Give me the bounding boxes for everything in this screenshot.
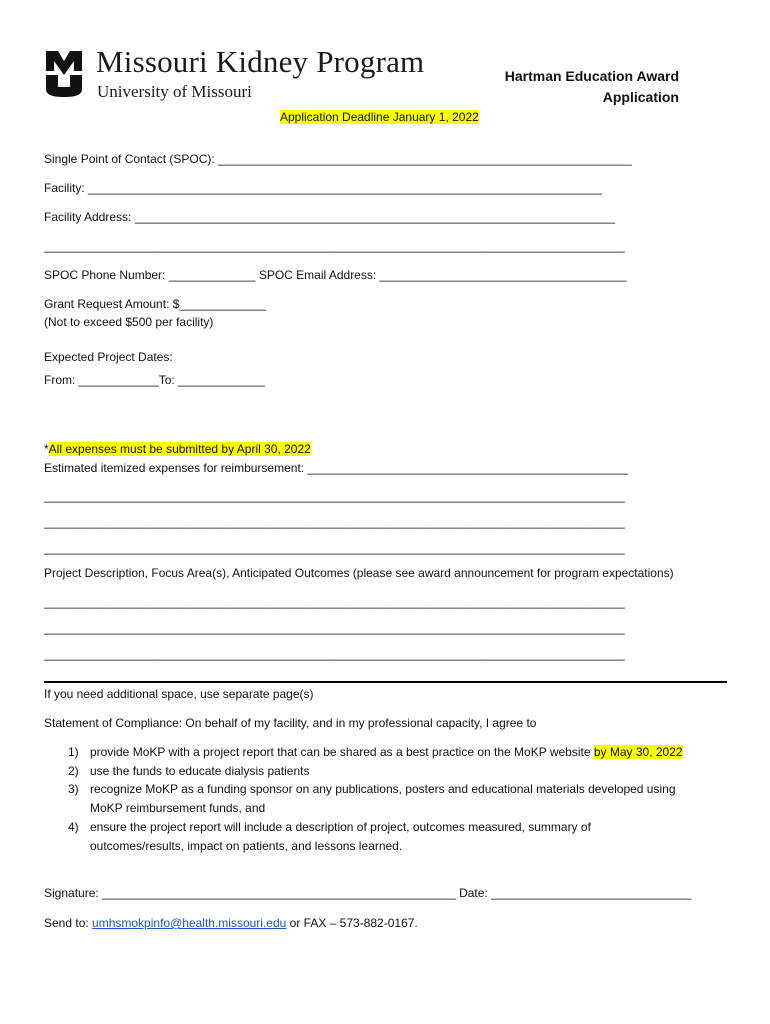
compliance-item-continued: MoKP reimbursement funds, and [90, 801, 266, 815]
expenses-line-4[interactable]: _______________________________________________________________________________________ [44, 541, 625, 555]
deadline-text: Application Deadline January 1, 2022 [280, 110, 479, 124]
expenses-deadline-text: All expenses must be submitted by April 30, 2022 [48, 442, 311, 456]
compliance-statement: Statement of Compliance: On behalf of my facility, and in my professional capacity, I agree to [44, 716, 537, 730]
from-to-field[interactable]: From: ____________To: _____________ [44, 373, 265, 387]
grant-amount-field[interactable]: Grant Request Amount: $_____________ [44, 297, 267, 311]
asterisk: * [44, 442, 49, 456]
spoc-field[interactable]: Single Point of Contact (SPOC): ______________________________________________________________ [44, 152, 632, 166]
grant-note: (Not to exceed $500 per facility) [44, 315, 214, 329]
send-to-label: Send to: [44, 916, 93, 930]
spoc-phone-email-field[interactable]: SPOC Phone Number: _____________ SPOC Email Address: _____________________________________ [44, 268, 627, 282]
compliance-item [68, 745, 683, 759]
facility-address-line-2[interactable]: _______________________________________________________________________________________ [44, 239, 625, 253]
description-line-3[interactable]: _______________________________________________________________________________________ [44, 647, 625, 661]
expenses-deadline-note [44, 442, 311, 456]
fax-text: or FAX – 573-882-0167. [286, 916, 418, 930]
section-divider [44, 681, 727, 683]
compliance-item [68, 764, 309, 778]
project-dates-label: Expected Project Dates: [44, 350, 173, 364]
facility-address-field[interactable]: Facility Address: ________________________________________________________________________ [44, 210, 616, 224]
item-number: 2) [68, 764, 79, 778]
expenses-line-3[interactable]: _______________________________________________________________________________________ [44, 515, 625, 529]
email-link[interactable]: umhsmokpinfo@health.missouri.edu [92, 916, 287, 930]
item-text: use the funds to educate dialysis patients [90, 764, 310, 778]
signature-date-field[interactable]: Signature: _____________________________________________________ Date: ______________________________ [44, 886, 692, 900]
send-to-line [44, 916, 418, 930]
title-line-1: Hartman Education Award [504, 68, 679, 84]
description-label: Project Description, Focus Area(s), Anticipated Outcomes (please see award announcement for program expectations) [44, 566, 674, 580]
mu-logo-icon [44, 49, 84, 99]
expenses-field[interactable]: Estimated itemized expenses for reimbursement: ________________________________________________ [44, 461, 628, 475]
expenses-line-2[interactable]: _______________________________________________________________________________________ [44, 489, 625, 503]
item-text: recognize MoKP as a funding sponsor on any publications, posters and educational materials developed using [90, 782, 676, 796]
org-subtitle: University of Missouri [97, 82, 252, 101]
compliance-item [68, 820, 591, 834]
item-text: provide MoKP with a project report that can be shared as a best practice on the MoKP website [90, 745, 594, 759]
additional-space-note: If you need additional space, use separate page(s) [44, 687, 314, 701]
facility-field[interactable]: Facility: _____________________________________________________________________________ [44, 181, 602, 195]
item-deadline: by May 30, 2022 [593, 745, 683, 759]
title-line-2: Application [602, 89, 679, 105]
compliance-item-continued: outcomes/results, impact on patients, and lessons learned. [90, 839, 403, 853]
item-number: 3) [68, 782, 79, 796]
description-line-2[interactable]: _______________________________________________________________________________________ [44, 621, 625, 635]
item-number: 4) [68, 820, 79, 834]
item-text: ensure the project report will include a description of project, outcomes measured, summary of [90, 820, 591, 834]
compliance-item [68, 782, 676, 796]
deadline-notice [280, 110, 479, 124]
item-number: 1) [68, 745, 79, 759]
description-line-1[interactable]: _______________________________________________________________________________________ [44, 595, 625, 609]
org-name: Missouri Kidney Program [96, 44, 425, 79]
document-title [505, 66, 679, 108]
